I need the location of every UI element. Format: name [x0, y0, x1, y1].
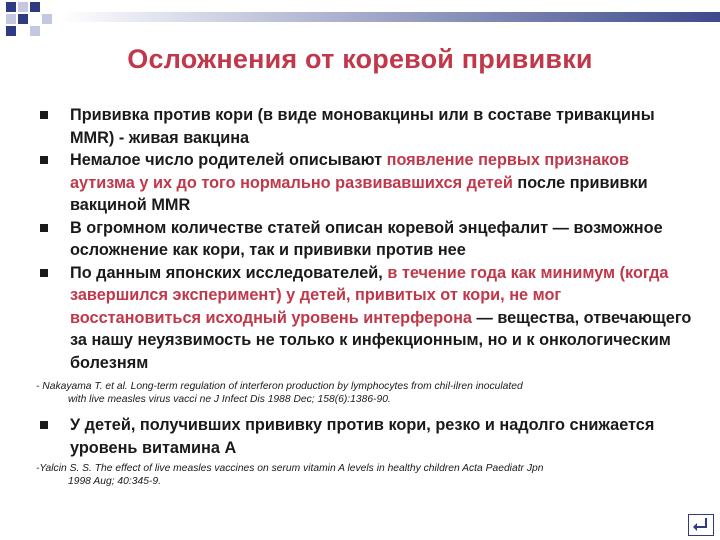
bullet-list-secondary: [36, 414, 696, 459]
square-bullet-icon: [40, 111, 48, 119]
deco-square: [6, 26, 16, 36]
bullet-item: [36, 104, 696, 149]
deco-square: [6, 14, 16, 24]
deco-square: [42, 14, 52, 24]
bullet-text: У детей, получивших прививку против кори, резко и надолго снижается уровень витамина А: [70, 416, 655, 457]
deco-square: [18, 2, 28, 12]
highlighted-text: в течение года как минимум (когда завершился эксперимент) у детей, привитых от кори, не мог восстановиться исходный уровень интерферона: [70, 263, 669, 327]
square-bullet-icon: [40, 421, 48, 429]
square-bullet-icon: [40, 224, 48, 232]
bullet-item: [36, 414, 696, 459]
square-bullet-icon: [40, 156, 48, 164]
bullet-text: Немалое число родителей описывают появление первых признаков аутизма у их до того нормально развивавшихся детей после прививки вакциной MMR: [70, 151, 648, 214]
bullet-text: В огромном количестве статей описан коревой энцефалит — возможное осложнение как кори, так и прививки против нее: [70, 218, 663, 259]
back-return-icon: [691, 516, 711, 534]
bullet-item: [36, 217, 696, 262]
deco-square: [30, 2, 40, 12]
bullet-text: По данным японских исследователей, в течение года как минимум (когда завершился эксперимент) у детей, привитых от кори, не мог восстановиться исходный уровень интерферона — вещества, отвечающего за нашу неуязвимость не только к инфекционным, но и к онкологическим болезням: [70, 263, 692, 372]
highlighted-text: появление первых признаков аутизма у их до того нормально развивавшихся детей: [70, 151, 630, 192]
bullet-item: [36, 262, 696, 375]
deco-square: [6, 2, 16, 12]
reference-citation: - Nakayama T. et al. Long-term regulation of interferon production by lymphocytes from chil-ilren inoculated with live measles virus vacci ne J Infect Dis 1988 Dec; 158(6):1386-90.: [36, 381, 523, 405]
corner-decoration: [0, 0, 720, 40]
slide-title: Осложнения от коревой прививки: [127, 44, 593, 74]
deco-square: [18, 14, 28, 24]
header-gradient-bar: [60, 12, 720, 22]
reference-citation: -Yalcin S. S. The effect of live measles vaccines on serum vitamin A levels in healthy children Acta Paediatr Jpn 1998 Aug; 40:345-9.: [36, 463, 544, 487]
bullet-item: [36, 149, 696, 217]
back-return-button[interactable]: [688, 514, 714, 536]
square-bullet-icon: [40, 269, 48, 277]
bullet-text: Прививка против кори (в виде моновакцины или в составе тривакцины MMR) - живая вакцина: [70, 106, 655, 147]
bullet-list: [36, 104, 696, 374]
deco-square: [30, 26, 40, 36]
